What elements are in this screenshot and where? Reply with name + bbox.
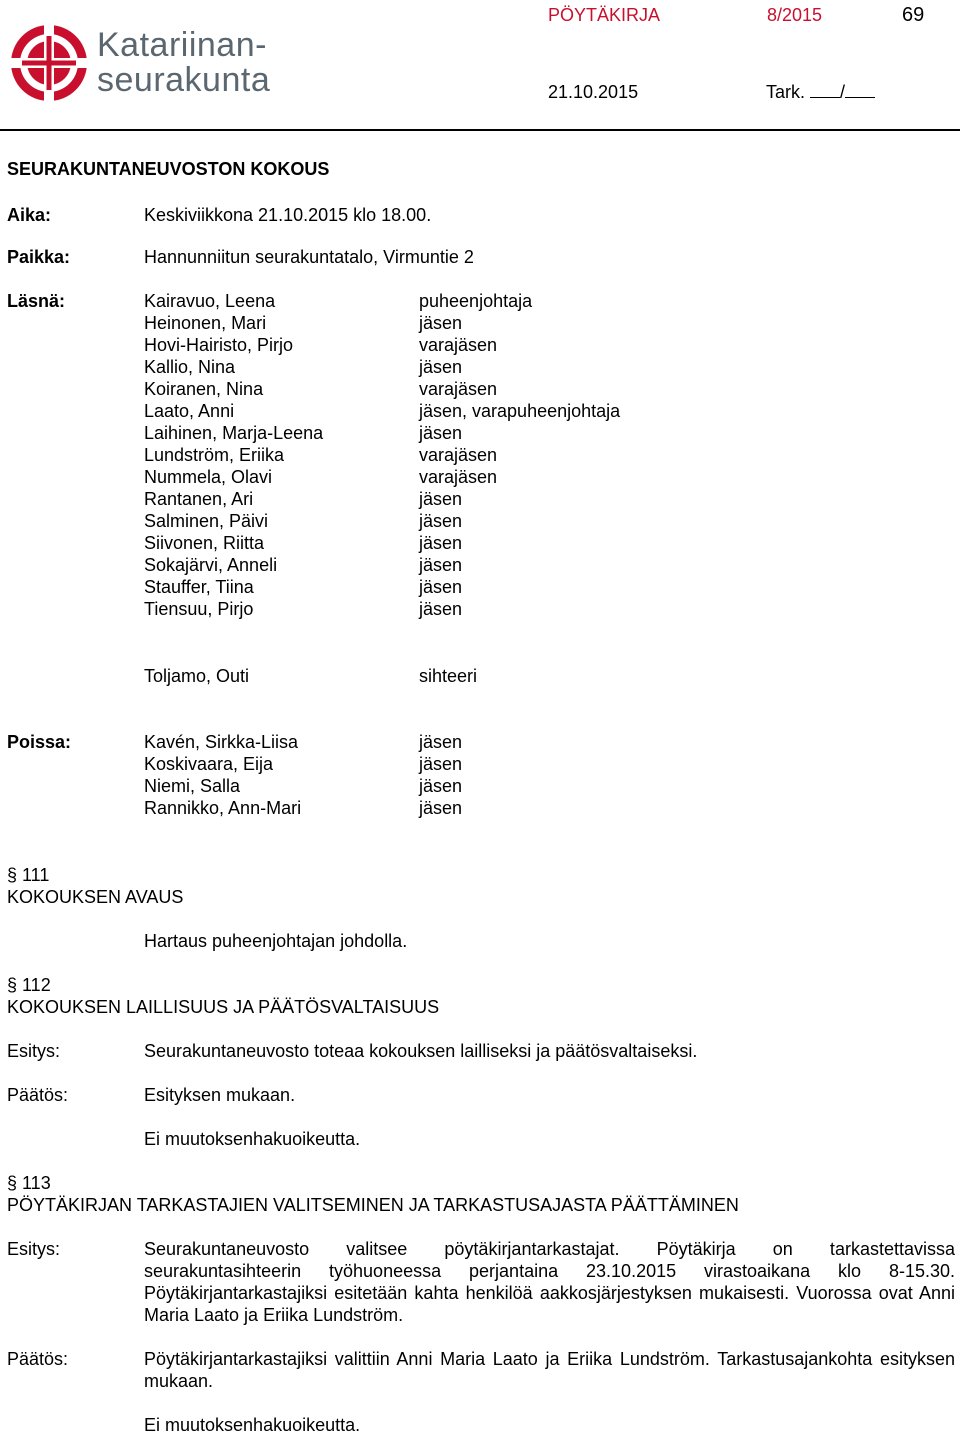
section-113-number: § 113 xyxy=(7,1173,51,1193)
person-role: varajäsen xyxy=(419,335,498,355)
person-name: Laato, Anni xyxy=(144,401,235,421)
person-name: Rantanen, Ari xyxy=(144,489,254,509)
section-112-title: KOKOUKSEN LAILLISUUS JA PÄÄTÖSVALTAISUUS xyxy=(7,997,440,1017)
section-113-esitys-text: Seurakuntaneuvosto valitsee pöytäkirjantarkastajat. Pöytäkirja on tarkastettavissa seurakuntasihteerin työhuoneessa perjantaina 23.10.2015 virastoaikana klo 8-15.30. Pöytäkirjantarkastajiksi esitetään kahta henkilöä aakkosjärjestyksen mukaisesti. Vuorossa ovat Anni Maria Laato ja Eriika Lundström. xyxy=(144,1239,955,1325)
poissa-label: Poissa: xyxy=(7,732,72,752)
person-name: Heinonen, Mari xyxy=(144,313,267,333)
logo-text-line1: Katariinan- xyxy=(97,26,267,64)
tark-field xyxy=(766,81,875,103)
tark-blank-1 xyxy=(810,81,840,98)
doc-date: 21.10.2015 xyxy=(548,82,639,102)
section-112-paatos-text: Esityksen mukaan. xyxy=(144,1085,296,1105)
person-role: jäsen xyxy=(419,555,463,575)
person-role: jäsen xyxy=(419,533,463,553)
section-112-number: § 112 xyxy=(7,975,51,995)
page-number: 69 xyxy=(902,4,925,26)
section-111-number: § 111 xyxy=(7,865,50,885)
aika-value: Keskiviikkona 21.10.2015 klo 18.00. xyxy=(144,205,432,225)
person-role: jäsen xyxy=(419,313,463,333)
logo-text-line2: seurakunta xyxy=(97,61,271,99)
section-111-title: KOKOUKSEN AVAUS xyxy=(7,887,184,907)
person-name: Lundström, Eriika xyxy=(144,445,285,465)
person-name: Kallio, Nina xyxy=(144,357,236,377)
section-112-esitys-label: Esitys: xyxy=(7,1041,61,1061)
person-name: Koskivaara, Eija xyxy=(144,754,274,774)
person-role: jäsen, varapuheenjohtaja xyxy=(419,401,621,421)
person-role: puheenjohtaja xyxy=(419,291,533,311)
person-name: Sokajärvi, Anneli xyxy=(144,555,278,575)
paikka-label: Paikka: xyxy=(7,247,71,267)
church-logo xyxy=(8,22,90,109)
meeting-title: SEURAKUNTANEUVOSTON KOKOUS xyxy=(7,159,330,179)
person-name: Tiensuu, Pirjo xyxy=(144,599,254,619)
church-cross-logo-icon xyxy=(8,22,90,104)
person-role: jäsen xyxy=(419,489,463,509)
person-name: Niemi, Salla xyxy=(144,776,241,796)
lasna-label: Läsnä: xyxy=(7,291,66,311)
person-name: Laihinen, Marja-Leena xyxy=(144,423,324,443)
tark-label: Tark. xyxy=(766,82,806,102)
person-role: jäsen xyxy=(419,776,463,796)
person-role: varajäsen xyxy=(419,379,498,399)
secretary-role: sihteeri xyxy=(419,666,478,686)
person-name: Kairavuo, Leena xyxy=(144,291,276,311)
person-role: jäsen xyxy=(419,754,463,774)
person-role: jäsen xyxy=(419,732,463,752)
person-role: jäsen xyxy=(419,511,463,531)
section-112-note: Ei muutoksenhakuoikeutta. xyxy=(144,1129,361,1149)
section-113-esitys-label: Esitys: xyxy=(7,1239,61,1259)
doc-number: 8/2015 xyxy=(767,5,823,25)
paikka-value: Hannunniitun seurakuntatalo, Virmuntie 2 xyxy=(144,247,474,267)
person-name: Salminen, Päivi xyxy=(144,511,269,531)
person-role: jäsen xyxy=(419,599,463,619)
person-name: Rannikko, Ann-Mari xyxy=(144,798,302,818)
section-113-note: Ei muutoksenhakuoikeutta. xyxy=(144,1415,361,1435)
tark-separator: / xyxy=(840,82,846,102)
person-name: Nummela, Olavi xyxy=(144,467,273,487)
section-113-paatos-label: Päätös: xyxy=(7,1349,69,1369)
section-113-paatos-text: Pöytäkirjantarkastajiksi valittiin Anni Maria Laato ja Eriika Lundström. Tarkastusajankohta esityksen mukaan. xyxy=(144,1349,955,1391)
person-name: Kavén, Sirkka-Liisa xyxy=(144,732,299,752)
person-name: Stauffer, Tiina xyxy=(144,577,254,597)
section-113-title: PÖYTÄKIRJAN TARKASTAJIEN VALITSEMINEN JA TARKASTUSAJASTA PÄÄTTÄMINEN xyxy=(7,1195,739,1215)
person-name: Koiranen, Nina xyxy=(144,379,264,399)
person-name: Hovi-Hairisto, Pirjo xyxy=(144,335,294,355)
person-name: Siivonen, Riitta xyxy=(144,533,265,553)
section-111-text: Hartaus puheenjohtajan johdolla. xyxy=(144,931,408,951)
aika-label: Aika: xyxy=(7,205,52,225)
secretary-name: Toljamo, Outi xyxy=(144,666,250,686)
person-role: jäsen xyxy=(419,423,463,443)
doc-type: PÖYTÄKIRJA xyxy=(548,5,661,25)
tark-blank-2 xyxy=(845,81,875,98)
section-112-paatos-label: Päätös: xyxy=(7,1085,69,1105)
person-role: varajäsen xyxy=(419,445,498,465)
person-role: jäsen xyxy=(419,798,463,818)
person-role: varajäsen xyxy=(419,467,498,487)
person-role: jäsen xyxy=(419,357,463,377)
person-role: jäsen xyxy=(419,577,463,597)
header-rule xyxy=(0,129,960,131)
section-112-esitys-text: Seurakuntaneuvosto toteaa kokouksen lailliseksi ja päätösvaltaiseksi. xyxy=(144,1041,698,1061)
